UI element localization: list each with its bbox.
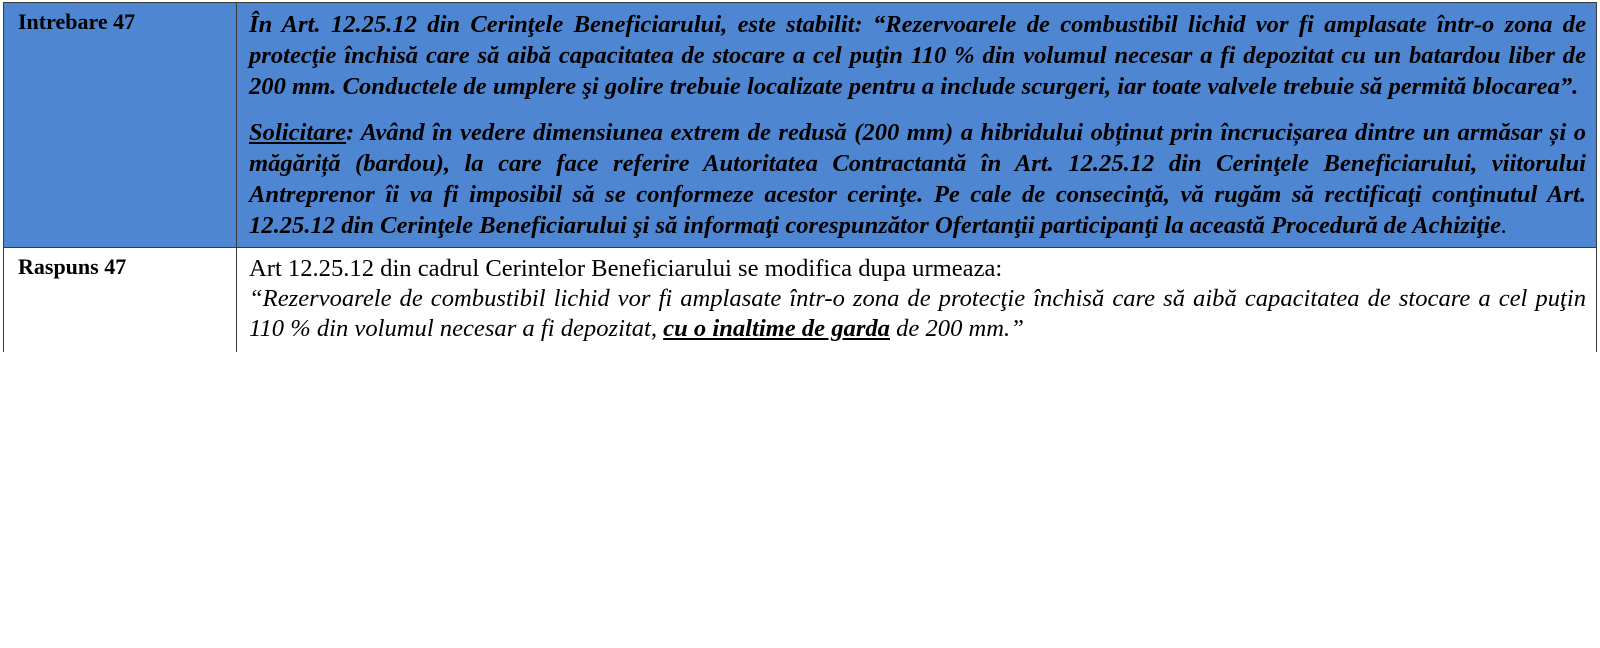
request-label: Solicitare: [249, 118, 347, 146]
request-end: .: [1501, 212, 1508, 240]
question-row: [4, 3, 1597, 248]
quote-start: “Rezervoarele de combustibil lichid vor fi amplasate într-o zona de protecţie închisă care să aibă capacitatea de stocare a cel puţin 110 % din volumul necesar a fi depozitat,: [249, 285, 1586, 343]
answer-label: Raspuns 47: [4, 248, 237, 353]
qa-table: [3, 2, 1597, 352]
question-paragraph: În Art. 12.25.12 din Cerinţele Beneficiarului, este stabilit: “Rezervoarele de combustibil lichid vor fi amplasate într-o zona de protecţie închisă care să aibă capacitatea de stocare a cel puţin 110 % din volumul necesar a fi depozitat cu un batardou liber de 200 mm. Conductele de umplere şi golire trebuie localizate pentru a include scurgeri, iar toate valvele trebuie să permită blocarea”.: [249, 11, 1586, 101]
request-paragraph: [249, 117, 1586, 242]
answer-intro: Art 12.25.12 din cadrul Cerintelor Beneficiarului se modifica dupa urmeaza:: [249, 255, 1003, 283]
question-cell: [237, 3, 1597, 248]
request-body: : Având în vedere dimensiunea extrem de redusă (200 mm) a hibridului obținut prin încrucișarea dintre un armăsar și o măgăriță (bardou), la care face referire Autoritatea Contractantă în Art. 12.25.12 din Cerinţele Beneficiarului, viitorului Antreprenor îi va fi imposibil să se conformeze acestor cerinţe. Pe cale de consecinţă, vă rugăm să rectificaţi conţinutul Art. 12.25.12 din Cerinţele Beneficiarului şi să informaţi corespunzător Ofertanţii participanţi la această Procedură de Achiziţie: [249, 118, 1586, 240]
question-label: Intrebare 47: [4, 3, 237, 248]
answer-cell: [237, 248, 1597, 353]
answer-quote: [249, 284, 1586, 344]
answer-row: [4, 248, 1597, 353]
quote-end: de 200 mm.”: [889, 315, 1024, 343]
quote-emphasis: cu o inaltime de garda: [663, 315, 890, 343]
